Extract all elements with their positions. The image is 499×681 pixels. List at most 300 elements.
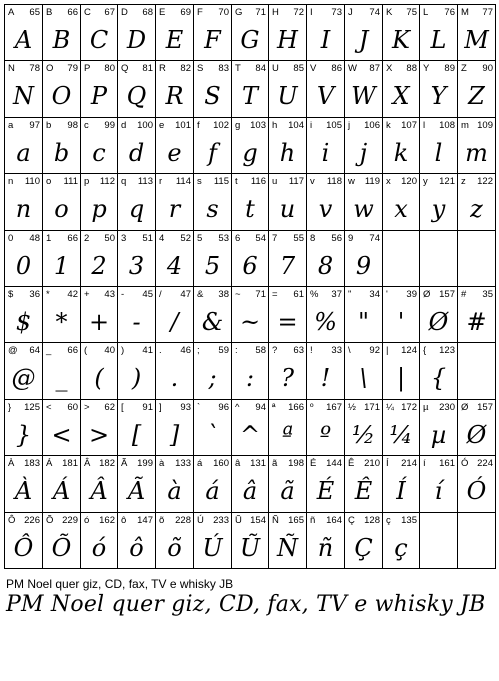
glyph-code-label: 62	[104, 402, 115, 413]
glyph-sample: 1	[53, 251, 70, 280]
glyph-char-label: C	[84, 7, 91, 18]
glyph-code-label: 131	[250, 458, 266, 469]
glyph-cell	[232, 61, 268, 117]
glyph-cell	[383, 5, 419, 60]
glyph-cell-label	[156, 402, 192, 413]
glyph-cell	[458, 343, 495, 399]
glyph-sample: Ç	[354, 533, 373, 562]
glyph-char-label: e	[159, 120, 165, 131]
glyph-sample: ó	[91, 533, 107, 562]
glyph-cell	[345, 118, 382, 173]
glyph-cell-label	[232, 458, 267, 469]
glyph-char-label: I	[310, 7, 313, 18]
glyph-cell	[81, 61, 117, 117]
glyph-code-label: 115	[213, 176, 229, 187]
glyph-sample: b	[53, 138, 70, 167]
glyph-cell	[269, 231, 306, 286]
glyph-sample: É	[316, 477, 335, 505]
glyph-cell	[5, 118, 42, 173]
glyph-code-label: 161	[439, 458, 455, 469]
glyph-code-label: 86	[331, 63, 342, 74]
glyph-code-label: 123	[439, 345, 455, 356]
glyph-cell	[43, 118, 80, 173]
sample-text-styled: PM Noel quer giz, CD, fax, TV e whisky JB	[6, 592, 486, 617]
glyph-cell	[383, 456, 419, 512]
glyph-sample: y	[431, 195, 446, 223]
glyph-cell-label	[118, 120, 154, 131]
glyph-sample: B	[52, 25, 71, 54]
glyph-cell	[43, 61, 80, 117]
glyph-cell-label	[81, 120, 116, 131]
glyph-code-label: 98	[67, 120, 78, 131]
glyph-cell-label	[307, 289, 343, 300]
glyph-cell	[5, 343, 42, 399]
glyph-cell-label	[156, 289, 192, 300]
glyph-char-label: B	[46, 7, 53, 18]
glyph-cell	[156, 513, 193, 568]
glyph-code-label: 144	[326, 458, 342, 469]
glyph-sample: Ó	[466, 477, 487, 505]
glyph-cell-label	[383, 289, 418, 300]
glyph-code-label: 162	[99, 515, 115, 526]
glyph-char-label: N	[8, 63, 15, 74]
glyph-char-label: ?	[272, 345, 278, 356]
glyph-code-label: 74	[369, 233, 380, 244]
glyph-code-label: 66	[67, 7, 78, 18]
glyph-sample: J	[358, 25, 369, 54]
glyph-code-label: 133	[175, 458, 191, 469]
glyph-cell-label	[118, 63, 154, 74]
glyph-cell-label	[5, 289, 41, 300]
glyph-char-label: 3	[121, 233, 127, 244]
glyph-char-label: u	[272, 176, 278, 187]
glyph-char-label: |	[386, 345, 389, 356]
glyph-code-label: 107	[401, 120, 417, 131]
glyph-char-label: 2	[84, 233, 90, 244]
glyph-cell-label	[383, 63, 418, 74]
glyph-cell-label	[383, 120, 418, 131]
glyph-cell-label	[81, 63, 116, 74]
glyph-cell-label	[81, 515, 116, 526]
glyph-code-label: 39	[406, 289, 417, 300]
glyph-code-label: 35	[482, 289, 493, 300]
glyph-cell-label	[156, 233, 192, 244]
glyph-cell	[43, 5, 80, 60]
glyph-code-label: 89	[444, 63, 455, 74]
glyph-code-label: 119	[364, 176, 380, 187]
glyph-grid	[4, 4, 495, 568]
glyph-cell-label	[458, 120, 494, 131]
glyph-cell	[118, 5, 155, 60]
glyph-cell	[269, 118, 306, 173]
glyph-code-label: 96	[218, 402, 229, 413]
glyph-cell-label	[43, 233, 79, 244]
glyph-cell-label	[81, 458, 116, 469]
glyph-code-label: 64	[29, 345, 40, 356]
glyph-sample: Q	[126, 82, 147, 110]
glyph-cell	[232, 400, 268, 455]
glyph-code-label: 124	[401, 345, 417, 356]
glyph-code-label: 103	[250, 120, 266, 131]
glyph-sample: p	[91, 195, 107, 223]
glyph-sample: ?	[281, 364, 294, 392]
glyph-cell-label	[232, 233, 267, 244]
glyph-char-label: W	[348, 63, 357, 74]
glyph-char-label: í	[423, 458, 426, 469]
glyph-char-label: k	[386, 120, 391, 131]
glyph-code-label: 60	[67, 402, 78, 413]
glyph-char-label: (	[84, 345, 88, 356]
glyph-cell	[156, 174, 193, 230]
glyph-sample: ç	[394, 533, 408, 562]
glyph-code-label: 74	[369, 7, 380, 18]
glyph-code-label: 47	[180, 289, 191, 300]
glyph-cell	[345, 456, 382, 512]
glyph-cell	[307, 513, 344, 568]
glyph-sample: =	[277, 307, 298, 336]
glyph-sample: ñ	[317, 533, 334, 562]
glyph-sample: µ	[430, 420, 447, 449]
glyph-cell-label	[5, 402, 41, 413]
glyph-cell-label	[5, 176, 41, 187]
glyph-cell-label	[232, 402, 267, 413]
glyph-sample: e	[167, 138, 182, 167]
glyph-code-label: 198	[288, 458, 304, 469]
glyph-char-label: H	[272, 7, 279, 18]
glyph-cell	[194, 61, 231, 117]
glyph-code-label: 66	[67, 233, 78, 244]
glyph-sample: )	[131, 364, 142, 392]
glyph-sample: 3	[128, 251, 145, 280]
glyph-char-label: f	[197, 120, 200, 131]
glyph-char-label: s	[197, 176, 202, 187]
glyph-char-label: â	[235, 458, 241, 469]
glyph-cell	[420, 400, 457, 455]
glyph-sample: 9	[355, 251, 372, 280]
glyph-sample: K	[392, 25, 410, 54]
glyph-char-label: Ã	[121, 458, 128, 469]
glyph-code-label: 116	[250, 176, 266, 187]
glyph-sample: $	[15, 307, 32, 336]
glyph-sample: m	[465, 138, 488, 167]
glyph-sample: U	[277, 82, 298, 110]
glyph-cell-label	[118, 176, 154, 187]
glyph-char-label: &	[197, 289, 204, 300]
glyph-char-label: #	[461, 289, 467, 300]
glyph-char-label: 4	[159, 233, 165, 244]
glyph-sample: L	[430, 25, 447, 54]
glyph-code-label: 118	[326, 176, 342, 187]
glyph-sample: {	[430, 364, 447, 392]
glyph-cell-label	[269, 458, 305, 469]
glyph-sample: v	[318, 195, 333, 223]
glyph-code-label: 91	[142, 402, 153, 413]
glyph-cell-label	[383, 7, 418, 18]
glyph-sample: C	[89, 25, 109, 54]
glyph-cell-label	[194, 7, 230, 18]
glyph-code-label: 101	[175, 120, 191, 131]
glyph-cell-label	[5, 458, 41, 469]
glyph-cell	[232, 287, 268, 342]
glyph-cell	[194, 5, 231, 60]
glyph-sample: G	[240, 25, 260, 54]
glyph-sample: (	[94, 364, 104, 392]
glyph-cell-label	[5, 63, 41, 74]
glyph-code-label: 42	[67, 289, 78, 300]
glyph-char-label: @	[8, 345, 18, 356]
glyph-char-label: Z	[461, 63, 467, 74]
glyph-sample: Ê	[354, 477, 373, 505]
glyph-cell	[345, 287, 382, 342]
glyph-cell	[420, 231, 457, 286]
glyph-cell	[118, 400, 155, 455]
glyph-cell-label	[43, 402, 79, 413]
glyph-cell	[232, 343, 268, 399]
glyph-char-label: ;	[197, 345, 200, 356]
glyph-sample: ^	[239, 420, 261, 449]
glyph-code-label: 85	[293, 63, 304, 74]
glyph-cell	[269, 174, 306, 230]
glyph-char-label: t	[235, 176, 238, 187]
glyph-cell	[81, 231, 117, 286]
glyph-char-label: L	[423, 7, 429, 18]
glyph-cell	[156, 287, 193, 342]
glyph-sample: r	[168, 195, 181, 223]
glyph-cell-label	[43, 345, 79, 356]
glyph-code-label: 113	[137, 176, 153, 187]
glyph-code-label: 73	[331, 7, 342, 18]
glyph-cell	[81, 513, 117, 568]
glyph-cell	[43, 456, 80, 512]
glyph-cell-label	[458, 458, 494, 469]
glyph-cell	[156, 456, 193, 512]
glyph-cell	[118, 287, 155, 342]
glyph-sample: q	[128, 195, 145, 223]
glyph-cell-label	[269, 345, 305, 356]
glyph-sample: F	[204, 25, 221, 54]
glyph-char-label: x	[386, 176, 391, 187]
glyph-char-label: ó	[84, 515, 90, 526]
glyph-cell-label	[420, 345, 456, 356]
glyph-cell	[345, 400, 382, 455]
glyph-cell	[458, 118, 495, 173]
glyph-cell-label	[43, 120, 79, 131]
glyph-cell	[81, 400, 117, 455]
glyph-cell	[345, 5, 382, 60]
glyph-code-label: 65	[29, 7, 40, 18]
glyph-char-label: ñ	[310, 515, 316, 526]
grid-line-horizontal	[4, 568, 496, 569]
glyph-cell	[420, 513, 457, 568]
glyph-cell-label	[269, 7, 305, 18]
glyph-cell	[5, 231, 42, 286]
glyph-sample: à	[167, 477, 182, 505]
glyph-cell-label	[269, 515, 305, 526]
glyph-cell	[5, 174, 42, 230]
glyph-char-label: o	[46, 176, 52, 187]
glyph-code-label: 125	[24, 402, 40, 413]
glyph-cell-label	[458, 289, 494, 300]
glyph-cell-label	[269, 120, 305, 131]
glyph-cell-label	[5, 515, 41, 526]
glyph-cell	[458, 5, 495, 60]
glyph-sample: Ø	[428, 307, 449, 336]
glyph-sample: Ú	[202, 533, 223, 562]
glyph-char-label: D	[121, 7, 128, 18]
glyph-code-label: 228	[175, 515, 191, 526]
glyph-cell-label	[307, 120, 343, 131]
glyph-cell	[345, 231, 382, 286]
glyph-char-label: ]	[159, 402, 162, 413]
glyph-code-label: 214	[401, 458, 417, 469]
glyph-sample: Õ	[51, 533, 72, 562]
glyph-cell	[458, 174, 495, 230]
glyph-code-label: 122	[477, 176, 493, 187]
glyph-char-label: j	[348, 120, 351, 131]
glyph-cell	[345, 343, 382, 399]
glyph-sample: ½	[351, 420, 376, 449]
glyph-code-label: 34	[369, 289, 380, 300]
glyph-char-label: \	[348, 345, 351, 356]
glyph-cell	[269, 5, 306, 60]
glyph-sample: *	[55, 307, 68, 336]
glyph-sample: S	[204, 82, 221, 110]
glyph-sample: \	[359, 364, 368, 392]
glyph-char-label: Õ	[46, 515, 54, 526]
glyph-code-label: 69	[180, 7, 191, 18]
glyph-char-label: *	[46, 289, 50, 300]
glyph-sample: õ	[167, 533, 182, 562]
glyph-sample: %	[314, 307, 337, 336]
glyph-cell	[118, 231, 155, 286]
glyph-char-label: d	[121, 120, 127, 131]
glyph-cell-label	[81, 176, 116, 187]
glyph-char-label: `	[197, 402, 201, 413]
glyph-sample: &	[201, 307, 224, 336]
glyph-cell-label	[118, 7, 154, 18]
glyph-sample: t	[245, 195, 255, 223]
glyph-cell-label	[156, 176, 192, 187]
glyph-char-label: b	[46, 120, 52, 131]
glyph-cell	[156, 400, 193, 455]
glyph-code-label: 76	[444, 7, 455, 18]
glyph-char-label: h	[272, 120, 278, 131]
glyph-cell	[5, 513, 42, 568]
glyph-sample: "	[357, 307, 370, 336]
glyph-cell	[269, 456, 306, 512]
glyph-cell	[156, 5, 193, 60]
glyph-char-label: 6	[235, 233, 241, 244]
glyph-sample: `	[206, 420, 219, 449]
glyph-cell-label	[43, 63, 79, 74]
glyph-code-label: 52	[180, 233, 191, 244]
glyph-cell-label	[383, 176, 418, 187]
glyph-cell-label	[420, 120, 456, 131]
glyph-code-label: 61	[293, 289, 304, 300]
glyph-sample: 6	[242, 251, 258, 280]
glyph-code-label: 38	[218, 289, 229, 300]
glyph-cell	[232, 231, 268, 286]
glyph-sample: ]	[169, 420, 180, 449]
glyph-code-label: 70	[218, 7, 229, 18]
glyph-sample: T	[241, 82, 258, 110]
glyph-code-label: 67	[104, 7, 115, 18]
glyph-code-label: 233	[213, 515, 229, 526]
glyph-char-label: ç	[386, 515, 391, 526]
glyph-cell-label	[118, 289, 154, 300]
glyph-sample: .	[170, 364, 179, 392]
glyph-cell	[307, 287, 344, 342]
glyph-sample: -	[132, 307, 141, 336]
glyph-code-label: 105	[326, 120, 342, 131]
glyph-cell	[43, 287, 80, 342]
glyph-cell-label	[194, 176, 230, 187]
glyph-sample: i	[321, 138, 330, 167]
glyph-cell-label	[194, 515, 230, 526]
glyph-cell	[156, 61, 193, 117]
glyph-code-label: 51	[142, 233, 153, 244]
glyph-cell	[194, 118, 231, 173]
glyph-cell-label	[43, 289, 79, 300]
glyph-sample: a	[16, 138, 31, 167]
glyph-sample: <	[51, 420, 72, 449]
glyph-cell-label	[345, 7, 381, 18]
glyph-code-label: 90	[482, 63, 493, 74]
glyph-sample: 8	[317, 251, 334, 280]
glyph-cell	[118, 343, 155, 399]
glyph-sample	[383, 246, 419, 285]
glyph-char-label: K	[386, 7, 393, 18]
glyph-char-label: X	[386, 63, 393, 74]
glyph-cell-label	[81, 402, 116, 413]
glyph-sample: Z	[468, 82, 485, 110]
glyph-cell	[5, 5, 42, 60]
glyph-sample: 4	[166, 251, 183, 280]
glyph-cell	[458, 61, 495, 117]
glyph-cell-label	[194, 458, 230, 469]
glyph-code-label: 117	[288, 176, 304, 187]
glyph-char-label: Ê	[348, 458, 355, 469]
glyph-cell-label	[81, 7, 116, 18]
glyph-cell	[81, 118, 117, 173]
glyph-code-label: 157	[439, 289, 455, 300]
glyph-char-label: Ø	[461, 402, 469, 413]
glyph-char-label: O	[46, 63, 54, 74]
glyph-sample: Y	[430, 82, 447, 110]
glyph-code-label: 48	[29, 233, 40, 244]
glyph-code-label: 120	[401, 176, 417, 187]
glyph-sample: ô	[129, 533, 144, 562]
glyph-cell-label	[307, 458, 343, 469]
glyph-sample: I	[320, 25, 331, 54]
glyph-code-label: 102	[213, 120, 229, 131]
glyph-code-label: 58	[255, 345, 266, 356]
glyph-cell-label	[269, 176, 305, 187]
glyph-sample: [	[131, 420, 142, 449]
glyph-char-label: y	[423, 176, 428, 187]
glyph-cell-label	[232, 7, 267, 18]
glyph-sample: Ø	[466, 420, 487, 449]
glyph-code-label: 77	[482, 7, 493, 18]
glyph-cell	[43, 174, 80, 230]
glyph-cell	[307, 5, 344, 60]
glyph-char-label: º	[310, 402, 314, 413]
glyph-code-label: 84	[255, 63, 266, 74]
glyph-code-label: 229	[62, 515, 78, 526]
glyph-code-label: 36	[29, 289, 40, 300]
glyph-cell-label	[5, 120, 41, 131]
glyph-char-label: p	[84, 176, 90, 187]
